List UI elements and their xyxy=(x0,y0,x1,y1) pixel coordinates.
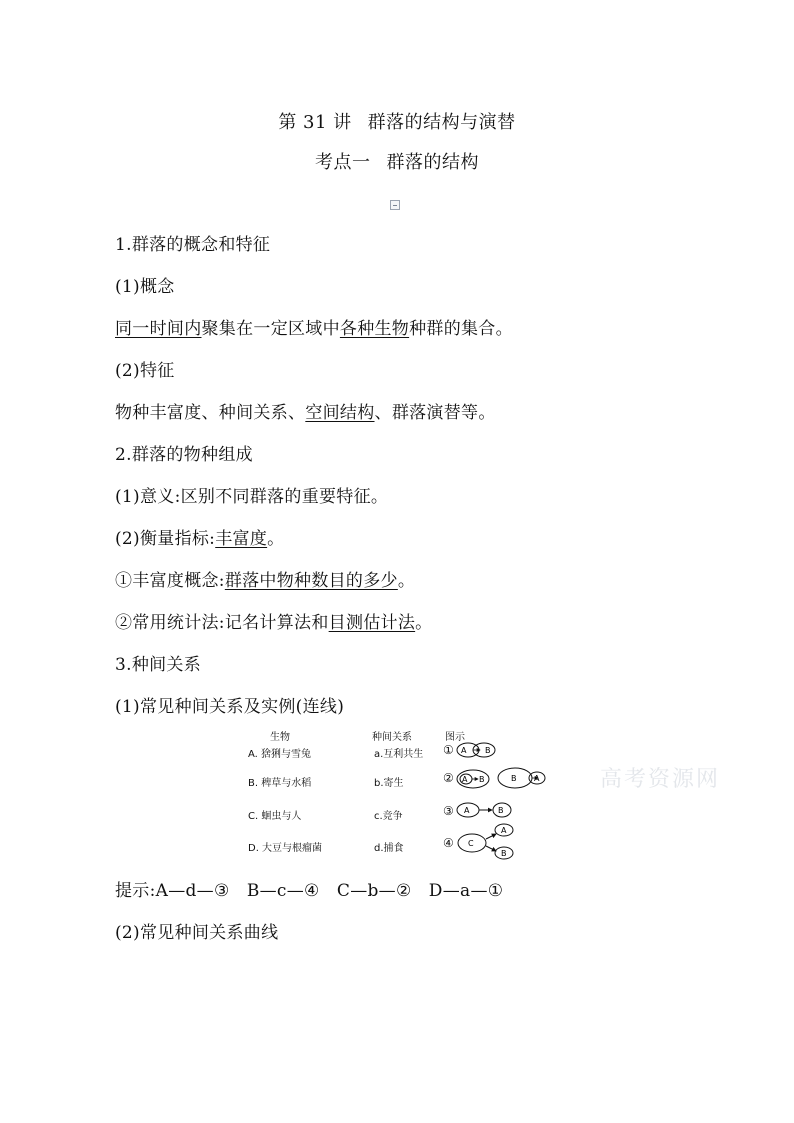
lecture-number: 第 31 讲 xyxy=(278,112,352,133)
image-placeholder-icon xyxy=(390,200,400,210)
fig4-node-c: C xyxy=(468,839,474,848)
measure-text: (2)衡量指标:丰富度。 xyxy=(115,529,285,549)
figure-num-1: ① xyxy=(443,743,454,757)
concept-text: 同一时间内聚集在一定区域中各种生物种群的集合。 xyxy=(115,319,513,339)
section-title xyxy=(0,148,794,174)
richness-concept-text: ①丰富度概念:群落中物种数目的多少。 xyxy=(115,571,416,591)
fig2b-node-a: A xyxy=(534,774,540,783)
column-organisms: 生物 xyxy=(270,732,290,743)
figure-4-competition xyxy=(458,824,513,859)
column-figures: 图示 xyxy=(445,732,465,743)
organism-b: B. 稗草与水稻 xyxy=(248,778,312,789)
subheading-relations-examples: (1)常见种间关系及实例(连线) xyxy=(115,697,345,717)
subheading-features: (2)特征 xyxy=(115,361,175,381)
heading-community-concept: 1.群落的概念和特征 xyxy=(115,235,271,255)
fig4-node-a: A xyxy=(501,826,507,835)
fig3-node-a: A xyxy=(464,806,470,815)
relations-matching-diagram xyxy=(240,722,560,860)
fig3-node-b: B xyxy=(498,806,504,815)
fig1-node-a: A xyxy=(461,746,467,755)
answer-hint: 提示:A—d—③ B—c—④ C—b—② D—a—① xyxy=(115,881,504,901)
relation-figures-svg xyxy=(240,722,560,860)
fig4-node-b: B xyxy=(501,849,507,858)
organism-c: C. 蛔虫与人 xyxy=(248,811,302,822)
column-relations: 种间关系 xyxy=(372,732,412,743)
section-name: 群落的结构 xyxy=(386,152,479,173)
figure-num-3: ③ xyxy=(443,804,454,818)
subheading-relation-curves: (2)常见种间关系曲线 xyxy=(115,923,279,943)
figure-3-predation xyxy=(457,803,511,817)
fig2-node-b: B xyxy=(479,775,485,784)
features-text: 物种丰富度、种间关系、空间结构、群落演替等。 xyxy=(115,403,496,423)
organism-a: A. 猞猁与雪兔 xyxy=(248,749,312,760)
heading-interspecific-relations: 3.种间关系 xyxy=(115,655,202,675)
lecture-title xyxy=(0,108,794,134)
relation-c: c.竞争 xyxy=(374,811,403,822)
relation-a: a.互利共生 xyxy=(374,749,424,760)
figure-1-mutualism xyxy=(457,743,495,757)
figure-num-2: ② xyxy=(443,771,454,785)
relation-b: b.寄生 xyxy=(374,778,404,789)
fig2b-node-b: B xyxy=(511,774,517,783)
watermark: 高考资源网 xyxy=(600,767,721,792)
section-number: 考点一 xyxy=(315,152,371,173)
relation-d: d.捕食 xyxy=(374,843,404,854)
fig2-node-a: A xyxy=(462,775,468,784)
fig1-node-b: B xyxy=(485,746,491,755)
figure-num-4: ④ xyxy=(443,836,454,850)
significance-text: (1)意义:区别不同群落的重要特征。 xyxy=(115,487,389,507)
figure-2-parasitism xyxy=(457,768,545,788)
lecture-name: 群落的结构与演替 xyxy=(367,112,516,133)
subheading-concept: (1)概念 xyxy=(115,277,175,297)
organism-d: D. 大豆与根瘤菌 xyxy=(248,843,323,854)
heading-species-composition: 2.群落的物种组成 xyxy=(115,445,253,465)
statistics-method-text: ②常用统计法:记名计算法和目测估计法。 xyxy=(115,613,433,633)
